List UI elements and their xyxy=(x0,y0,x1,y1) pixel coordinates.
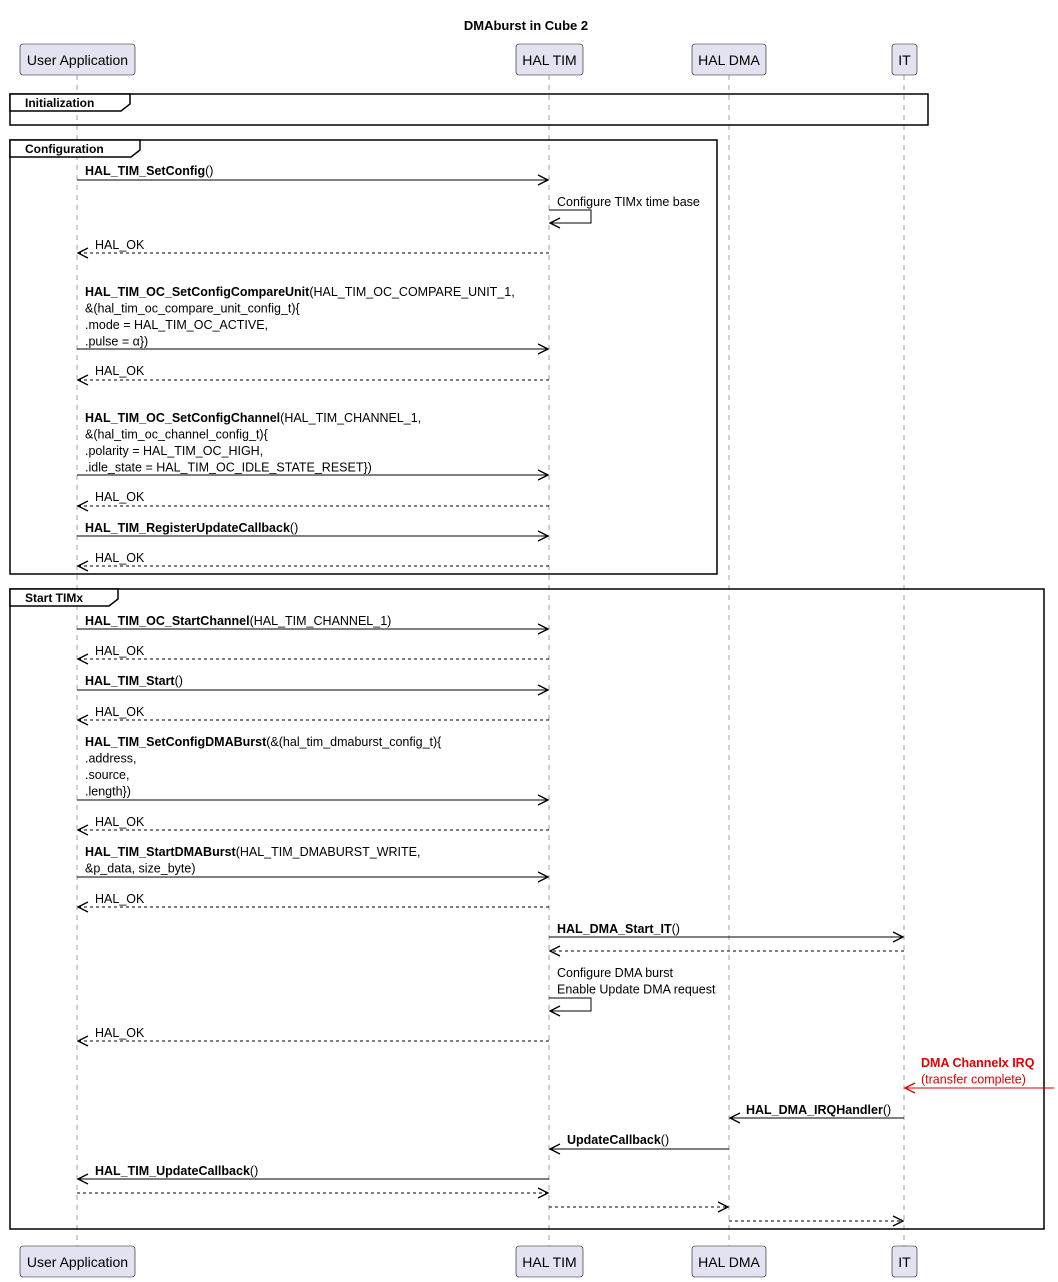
message-text-line xyxy=(85,752,136,766)
message-text: .length}) xyxy=(85,784,131,799)
message-text-line xyxy=(557,922,680,936)
message-function-name: HAL_TIM_SetConfig xyxy=(85,164,206,178)
message-text: HAL_OK xyxy=(95,705,145,719)
message-text-line xyxy=(85,302,300,316)
message-text-line xyxy=(85,614,391,628)
message-text: HAL_OK xyxy=(95,551,145,565)
message-text-line xyxy=(85,785,131,799)
message-17 xyxy=(78,892,549,907)
message-11 xyxy=(78,644,549,659)
message-text: (HAL_TIM_CHANNEL_1) xyxy=(249,614,392,628)
participant-app-top xyxy=(20,44,135,75)
participant-label: HAL DMA xyxy=(698,1254,760,1270)
message-text: .idle_state = HAL_TIM_OC_IDLE_STATE_RESET}) xyxy=(85,460,372,475)
message-text-line xyxy=(95,490,145,504)
message-24 xyxy=(550,1133,729,1149)
message-text-line xyxy=(557,983,716,997)
message-text-line xyxy=(95,705,145,719)
message-5 xyxy=(78,364,549,380)
message-text-line xyxy=(95,364,145,378)
message-text-line xyxy=(746,1103,891,1117)
participant-it-top xyxy=(892,44,917,75)
message-text-line xyxy=(85,845,420,859)
message-text-line xyxy=(85,428,268,442)
message-text-line xyxy=(95,1164,258,1178)
message-text: &(hal_tim_oc_compare_unit_config_t){ xyxy=(85,301,300,316)
message-14 xyxy=(77,735,548,800)
message-12 xyxy=(77,674,548,690)
message-20 xyxy=(549,966,716,1011)
message-text: HAL_OK xyxy=(95,1026,145,1040)
message-text-line xyxy=(85,768,129,782)
participants xyxy=(20,44,917,1277)
self-message-arrow xyxy=(549,210,591,223)
message-text: .pulse = α}) xyxy=(85,334,149,349)
message-text-line xyxy=(95,815,145,829)
message-4 xyxy=(77,285,548,349)
message-text: (transfer complete) xyxy=(921,1072,1026,1087)
message-text: &(hal_tim_oc_channel_config_t){ xyxy=(85,427,268,442)
message-text: () xyxy=(249,1164,259,1178)
message-text: .polarity = HAL_TIM_OC_HIGH, xyxy=(85,444,264,458)
participant-dma-bottom xyxy=(692,1246,766,1277)
group-label: Initialization xyxy=(25,96,95,110)
message-function-name: UpdateCallback xyxy=(567,1133,661,1147)
message-text: &p_data, size_byte) xyxy=(85,861,196,876)
message-25 xyxy=(78,1164,549,1179)
message-1 xyxy=(77,164,548,180)
participant-tim-top xyxy=(516,44,583,75)
message-text: HAL_OK xyxy=(95,815,145,829)
participant-label: IT xyxy=(898,52,911,68)
participant-label: IT xyxy=(898,1254,911,1270)
message-text: () xyxy=(660,1133,670,1147)
message-text: HAL_OK xyxy=(95,364,145,378)
message-text-line xyxy=(95,238,145,252)
message-text-line xyxy=(85,862,196,876)
message-16 xyxy=(77,845,548,877)
message-function-name: HAL_TIM_SetConfigDMABurst xyxy=(85,735,267,749)
message-text: (HAL_TIM_DMABURST_WRITE, xyxy=(235,845,421,859)
message-text: .mode = HAL_TIM_OC_ACTIVE, xyxy=(85,318,269,332)
message-text: HAL_OK xyxy=(95,238,145,252)
messages xyxy=(77,164,1054,1221)
message-text: .address, xyxy=(85,751,137,766)
message-10 xyxy=(77,614,548,629)
message-function-name: HAL_TIM_OC_SetConfigChannel xyxy=(85,411,281,425)
message-text-line xyxy=(95,1026,145,1040)
message-text-line xyxy=(85,335,148,349)
participant-label: HAL TIM xyxy=(522,1254,577,1270)
message-text-line xyxy=(85,411,421,425)
participant-label: User Application xyxy=(26,1254,129,1270)
message-text-line xyxy=(85,461,372,475)
message-function-name: HAL_TIM_OC_SetConfigCompareUnit xyxy=(85,285,310,299)
message-function-name: HAL_TIM_StartDMABurst xyxy=(85,845,236,859)
group-frame-1 xyxy=(10,94,928,125)
message-text: (HAL_TIM_CHANNEL_1, xyxy=(280,411,422,425)
message-text-line xyxy=(567,1133,669,1147)
participant-label: HAL DMA xyxy=(698,52,760,68)
message-text-line xyxy=(85,318,268,332)
message-6 xyxy=(77,411,548,475)
participant-it-bottom xyxy=(892,1246,917,1277)
message-text: () xyxy=(289,521,299,535)
message-text-line xyxy=(557,195,700,209)
message-function-name: HAL_DMA_Start_IT xyxy=(557,922,672,936)
message-text: HAL_OK xyxy=(95,892,145,906)
message-text: () xyxy=(671,922,680,936)
message-text-line xyxy=(85,735,441,749)
diagram-title: DMAburst in Cube 2 xyxy=(463,18,589,33)
message-text-line xyxy=(921,1056,1035,1070)
message-text: (HAL_TIM_OC_COMPARE_UNIT_1, xyxy=(309,285,515,299)
message-function-name: HAL_DMA_IRQHandler xyxy=(746,1103,883,1117)
message-text: Configure TIMx time base xyxy=(557,195,700,209)
message-13 xyxy=(78,705,549,720)
message-text-line xyxy=(95,892,145,906)
message-text: Enable Update DMA request xyxy=(557,982,716,997)
message-8 xyxy=(77,521,548,536)
self-message-arrow xyxy=(549,998,591,1011)
message-function-name: HAL_TIM_Start xyxy=(85,674,175,688)
message-15 xyxy=(78,815,549,830)
group-label: Start TIMx xyxy=(25,591,84,605)
message-18 xyxy=(549,922,903,937)
message-function-name: HAL_TIM_OC_StartChannel xyxy=(85,614,250,628)
group-label: Configuration xyxy=(25,142,104,156)
message-22 xyxy=(905,1056,1054,1088)
lifelines xyxy=(77,75,904,1246)
message-text: () xyxy=(882,1103,892,1117)
message-function-name: DMA Channelx IRQ xyxy=(921,1056,1035,1070)
participant-tim-bottom xyxy=(516,1246,583,1277)
message-text-line xyxy=(95,644,145,658)
message-text: Configure DMA burst xyxy=(557,966,674,980)
message-text: HAL_OK xyxy=(95,644,145,658)
participant-label: HAL TIM xyxy=(522,52,577,68)
message-3 xyxy=(78,238,549,253)
message-text-line xyxy=(85,285,515,299)
message-text: () xyxy=(174,674,183,688)
message-text: .source, xyxy=(85,768,130,782)
groups xyxy=(10,94,1044,1229)
message-23 xyxy=(730,1103,904,1118)
participant-app-bottom xyxy=(20,1246,135,1277)
message-function-name: HAL_TIM_RegisterUpdateCallback xyxy=(85,521,290,535)
message-text: () xyxy=(205,164,214,178)
message-text-line xyxy=(557,966,674,980)
message-text-line xyxy=(85,521,298,535)
message-7 xyxy=(78,490,549,506)
message-9 xyxy=(78,551,549,566)
message-text-line xyxy=(85,444,263,458)
message-text: HAL_OK xyxy=(95,490,145,504)
message-text-line xyxy=(95,551,145,565)
message-text-line xyxy=(85,674,183,688)
message-function-name: HAL_TIM_UpdateCallback xyxy=(95,1164,250,1178)
message-text-line xyxy=(921,1073,1026,1087)
message-text: (&(hal_tim_dmaburst_config_t){ xyxy=(266,735,442,749)
message-text-line xyxy=(85,164,213,178)
message-21 xyxy=(78,1026,549,1041)
participant-dma-top xyxy=(692,44,766,75)
participant-label: User Application xyxy=(26,52,129,68)
message-2 xyxy=(549,195,700,223)
